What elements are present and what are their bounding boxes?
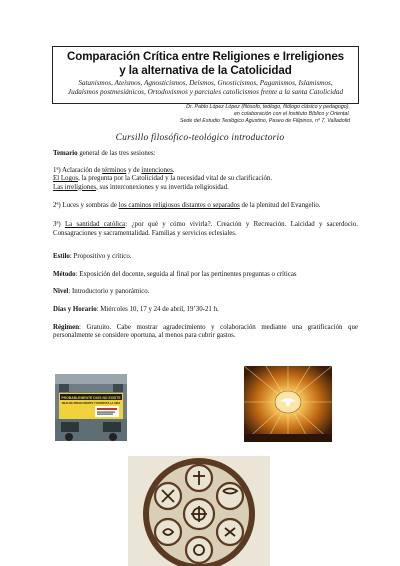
temario-label: Temario [53,150,78,157]
dias-line [53,306,358,315]
nivel-value: : Introductorio y panorámico. [68,288,150,296]
session-1-line-2 [53,175,358,184]
subtitle-line-2: Judaísmos postmesiánicos, Ortodoxismos y parciales catolicismos frente a la santa Catolicidad [67,88,344,96]
title-line-2: y la alternativa de la Catolicidad [119,64,292,77]
subtitle-line-1: Satanismos, Ateísmos, Agnosticismos, Deísmos, Gnosticismos, Paganismos, Islamismos, [78,79,333,87]
s1-logos-rest: , la pregunta por la Catolicidad y la necesidad vital de su clarificación. [78,175,273,183]
session-1-line-3 [53,184,358,193]
s3-text-b: : ¿por qué y cómo vivirla?. Creación y Recreación. Laicidad y sacerdocio. Consagraciones y sacramentalidad. Familias y servicios eclesiales. [53,220,358,237]
dias-value: : Miércoles 10, 17 y 24 de abril, 19’30-21 h. [96,305,219,313]
s3-santidad-link[interactable]: La santidad católica [64,220,126,228]
course-title: Cursillo filosófico-teológico introductorio [115,133,285,143]
estilo-label: Estilo [53,253,70,261]
estilo-value: : Propositivo y crítico. [69,253,132,261]
nivel-label: Nivel [53,288,69,296]
s1-text-b: y de [126,166,142,174]
author-block [100,104,350,125]
metodo-line [53,271,358,280]
bus-sign-text-1: PROBABLEMENTE DIOS NO EXISTE [61,395,121,400]
metodo-label: Método [53,270,76,278]
atheist-bus-photo [55,374,127,441]
s1-text-c: . [172,166,175,174]
interfaith-symbols-window-photo [128,456,270,566]
s3-text-a: 3ª) [53,220,65,228]
regimen-label: Régimen [53,323,80,331]
s1-irreligiones-rest: , sus interconexiones y su invertida religiosidad. [96,183,229,191]
metodo-value: : Exposición del docente, seguida al final por las pertinentes preguntas o críticas [75,270,297,278]
temario-heading-rest: general de las tres sesiones: [77,150,156,157]
s1-text-a: 1ª) Aclaración de [53,166,103,174]
s1-intenciones-link[interactable]: intenciones [141,166,173,174]
s2-text-b: de la plenitud del Evangelio. [239,202,321,210]
glory-illustration [244,366,332,442]
s2-caminos-link[interactable]: los caminos religiosos distantes o separados [118,202,240,210]
document-body [53,150,358,341]
s2-text-a: 2ª) Luces y sombras de [53,202,119,210]
bus-illustration [55,374,127,441]
holy-spirit-glory-photo [244,366,332,442]
author-line-2: en colaboración con el Instituto Bíblico y Oriental. [233,111,350,117]
estilo-line [53,253,358,262]
main-title [53,50,358,78]
author-line-1: Dr. Pablo López López (filósofo, teólogo, filólogo clásico y pedagogo), [186,104,350,110]
title-box [52,46,359,104]
s1-logos-link[interactable]: El Logos [53,175,79,183]
rose-window-illustration [128,456,270,566]
session-2 [53,202,358,211]
author-line-3: Sede del Estudio Teológico Agustino, Paseo de Filipinos, nº 7, Valladolid [179,118,350,124]
session-3 [53,221,358,238]
dias-label: Días y Horario [53,305,97,313]
session-1-line-1 [53,167,358,176]
regimen-line [53,324,358,341]
s1-terminos-link[interactable]: términos [102,166,127,174]
subtitle [53,79,358,97]
bus-sign-text-2: DEJA DE PREOCUPARTE Y DISFRUTA LA VIDA [61,402,121,405]
title-line-1: Comparación Crítica entre Religiones e Irreligiones [66,50,345,63]
nivel-line [53,288,358,297]
regimen-value: : Gratuito. Cabe mostrar agradecimiento y colaboración mediante una gratificación que personalmente se considere oportuna, al menos para cubrir gastos. [53,323,358,340]
s1-irreligiones-link[interactable]: Las irreligiones [53,183,97,191]
temario-heading [53,150,358,159]
